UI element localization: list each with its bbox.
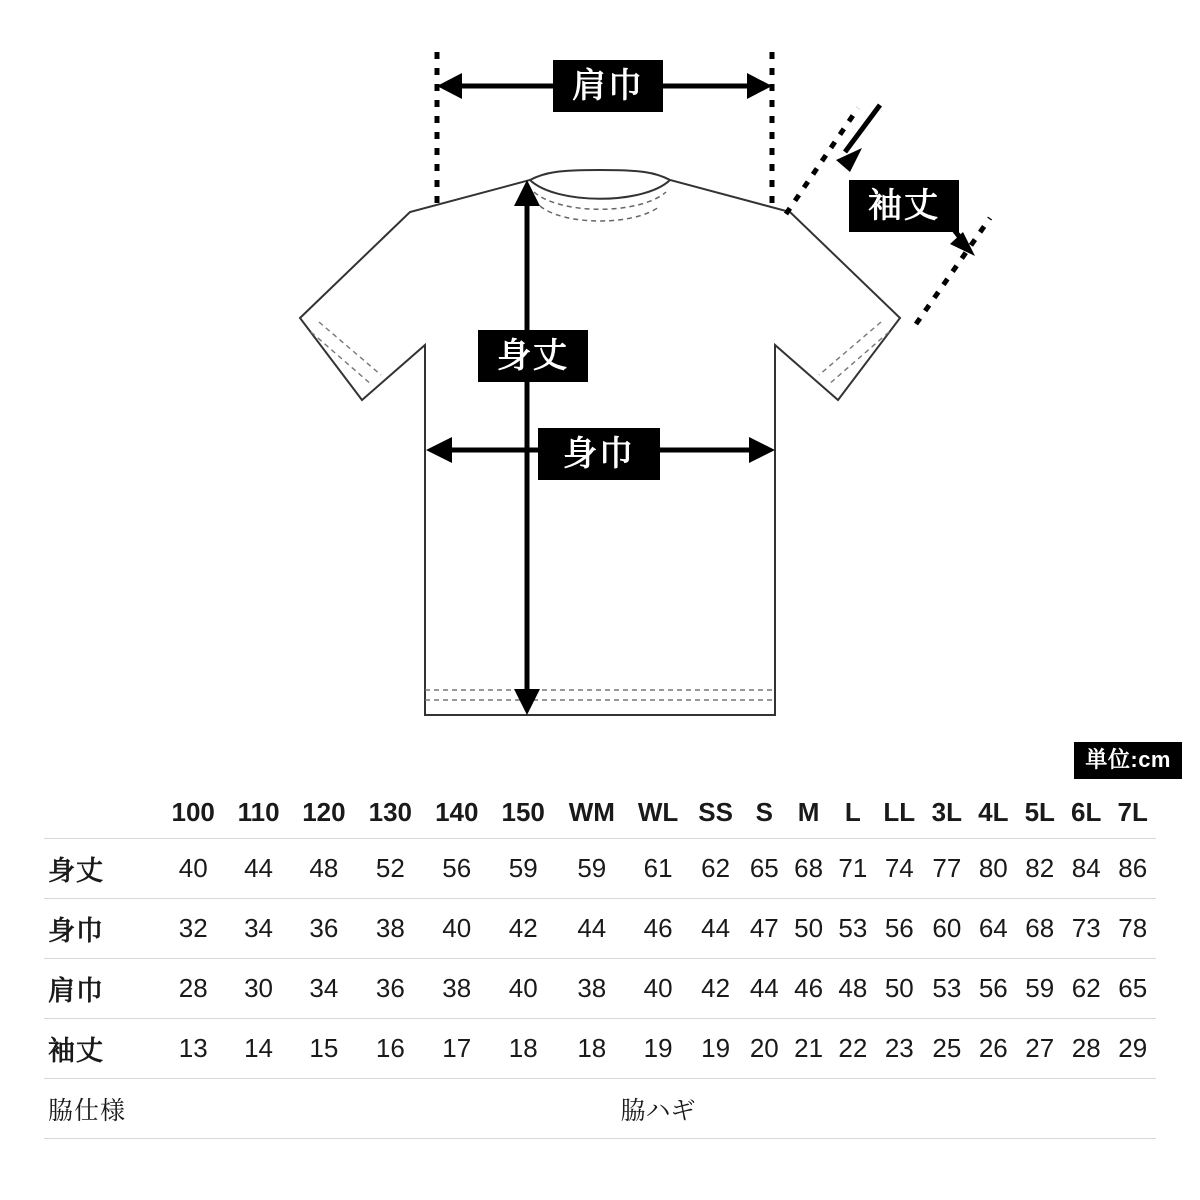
table-cell: 59	[577, 853, 607, 883]
table-row	[44, 899, 1156, 959]
table-cell: 53	[838, 913, 868, 943]
column-header: 3L	[931, 796, 963, 827]
column-header: 7L	[1117, 796, 1148, 827]
column-header: 110	[237, 796, 280, 827]
column-header: WL	[637, 796, 679, 827]
table-cell: 21	[794, 1033, 824, 1063]
table-cell: 68	[794, 853, 824, 883]
column-header: 100	[171, 796, 215, 827]
column-header: 130	[368, 796, 413, 827]
column-header: 120	[302, 796, 346, 827]
column-header: 150	[501, 796, 545, 827]
column-header: WM	[568, 796, 615, 827]
table-cell: 36	[309, 913, 339, 943]
table-cell: 40	[178, 853, 208, 883]
table-cell: 52	[375, 853, 405, 883]
table-cell: 44	[577, 913, 607, 943]
table-cell: 44	[701, 913, 731, 943]
table-cell: 25	[932, 1033, 962, 1063]
table-cell: 44	[244, 853, 274, 883]
table-cell: 56	[442, 853, 472, 883]
table-cell: 36	[375, 973, 405, 1003]
table-cell: 38	[577, 973, 607, 1003]
column-header: S	[755, 796, 773, 827]
table-cell: 42	[508, 913, 538, 943]
table-cell: 73	[1071, 913, 1101, 943]
row-header: 袖丈	[48, 1036, 104, 1066]
table-cell: 38	[442, 973, 472, 1003]
row-header: 肩巾	[48, 976, 104, 1006]
table-cell: 40	[508, 973, 538, 1003]
dimension-label-shoulder: 肩巾	[553, 60, 663, 112]
table-cell: 53	[932, 973, 962, 1003]
dimension-label-length: 身丈	[478, 330, 588, 382]
table-cell: 61	[643, 853, 673, 883]
table-cell: 46	[643, 913, 673, 943]
table-cell: 20	[749, 1033, 779, 1063]
table-cell: 22	[838, 1033, 868, 1063]
table-cell: 48	[309, 853, 339, 883]
table-cell: 56	[884, 913, 914, 943]
table-cell: 50	[884, 973, 914, 1003]
table-cell: 16	[375, 1033, 405, 1063]
table-cell: 38	[375, 913, 405, 943]
column-header: 4L	[978, 796, 1009, 827]
table-cell: 77	[932, 853, 962, 883]
table-cell: 46	[794, 973, 824, 1003]
table-cell: 65	[749, 853, 779, 883]
table-cell: 18	[577, 1033, 607, 1063]
table-cell: 17	[442, 1033, 472, 1063]
table-cell: 29	[1118, 1033, 1148, 1063]
table-cell: 14	[244, 1033, 274, 1063]
table-cell: 65	[1118, 973, 1148, 1003]
table-cell: 19	[701, 1033, 731, 1063]
table-cell: 74	[884, 853, 914, 883]
column-header: M	[797, 796, 820, 827]
row-header: 身丈	[48, 856, 104, 886]
table-cell: 19	[643, 1033, 673, 1063]
table-cell: 27	[1025, 1033, 1055, 1063]
size-chart-table	[44, 790, 1156, 1139]
table-cell: 40	[442, 913, 472, 943]
table-cell: 42	[701, 973, 731, 1003]
table-cell: 26	[978, 1033, 1008, 1063]
table-cell: 71	[838, 853, 868, 883]
corner-cell	[44, 790, 160, 839]
table-cell: 32	[178, 913, 208, 943]
table-row	[44, 1019, 1156, 1079]
column-header: LL	[883, 796, 916, 827]
table-cell: 28	[178, 973, 208, 1003]
table-cell: 40	[643, 973, 673, 1003]
column-header: SS	[698, 796, 733, 827]
table-cell: 34	[309, 973, 339, 1003]
table-cell: 82	[1025, 853, 1055, 883]
table-cell: 62	[1071, 973, 1101, 1003]
table-row	[44, 959, 1156, 1019]
table-cell: 15	[309, 1033, 339, 1063]
column-header: 5L	[1024, 796, 1055, 827]
table-cell: 59	[508, 853, 538, 883]
table-cell: 56	[978, 973, 1008, 1003]
column-header: 6L	[1071, 796, 1102, 827]
table-cell: 59	[1025, 973, 1055, 1003]
table-cell: 60	[932, 913, 962, 943]
table-cell: 44	[749, 973, 779, 1003]
size-chart-body	[44, 839, 1156, 1139]
table-cell: 47	[749, 913, 779, 943]
table-cell: 18	[508, 1033, 538, 1063]
dimension-label-sleeve: 袖丈	[849, 180, 959, 232]
table-cell: 68	[1025, 913, 1055, 943]
table-cell: 86	[1118, 853, 1148, 883]
table-cell: 30	[244, 973, 274, 1003]
table-cell: 64	[978, 913, 1008, 943]
table-cell: 80	[978, 853, 1008, 883]
table-cell: 78	[1118, 913, 1148, 943]
row-header: 身巾	[48, 916, 104, 946]
table-cell: 84	[1071, 853, 1101, 883]
column-header: 140	[435, 796, 479, 827]
table-cell: 48	[838, 973, 868, 1003]
table-row	[44, 839, 1156, 899]
size-chart-header	[44, 790, 1156, 839]
table-header-row	[44, 790, 1156, 839]
table-cell: 50	[794, 913, 824, 943]
unit-badge: 単位:cm	[1074, 742, 1182, 779]
row-header-spec: 脇仕様	[48, 1096, 127, 1125]
column-header: L	[844, 796, 861, 827]
spec-value: 脇ハギ	[620, 1096, 696, 1125]
table-cell: 23	[884, 1033, 914, 1063]
table-cell: 34	[244, 913, 274, 943]
table-cell: 28	[1071, 1033, 1101, 1063]
table-row-spec	[44, 1079, 1156, 1139]
dimension-label-width: 身巾	[538, 428, 660, 480]
table-cell: 62	[701, 853, 731, 883]
table-cell: 13	[178, 1033, 208, 1063]
